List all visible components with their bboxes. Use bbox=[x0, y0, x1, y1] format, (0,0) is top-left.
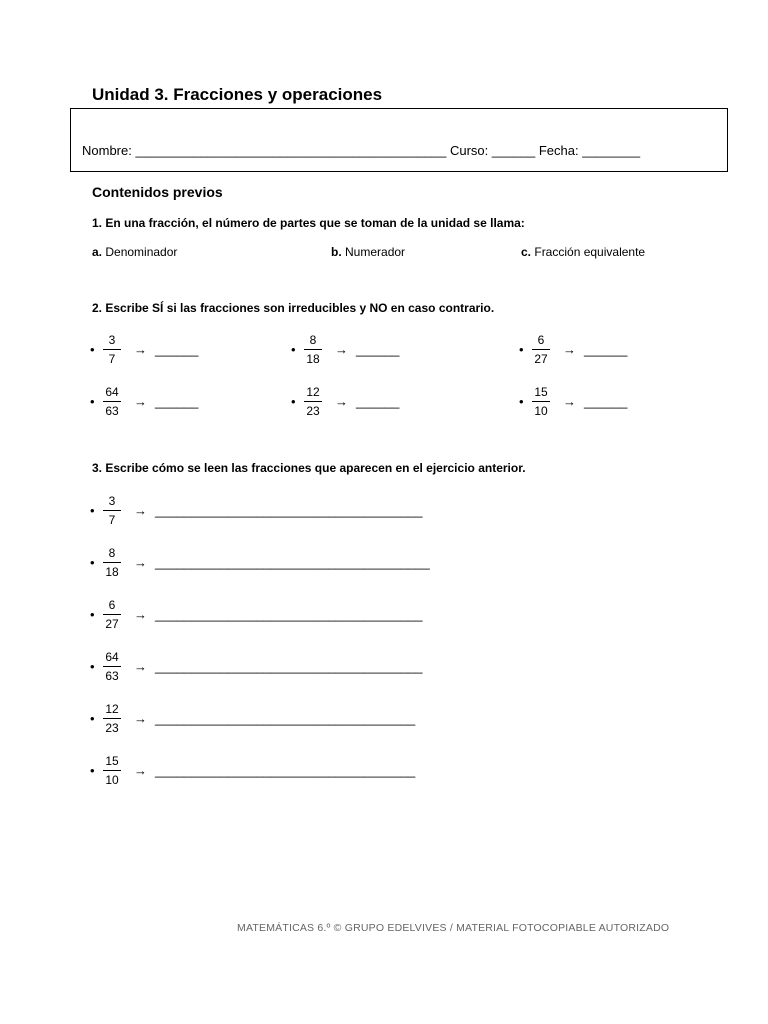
q2-item bbox=[519, 329, 627, 369]
option-b bbox=[331, 245, 405, 259]
q3-item bbox=[90, 646, 423, 686]
numerator: 8 bbox=[103, 546, 121, 563]
fraction bbox=[103, 754, 121, 787]
section-heading: Contenidos previos bbox=[92, 184, 223, 200]
fraction bbox=[304, 333, 322, 366]
bullet: • bbox=[90, 762, 95, 778]
q2-item bbox=[519, 381, 627, 421]
q3-item bbox=[90, 594, 423, 634]
arrow-icon: → bbox=[335, 393, 348, 409]
question-2: 2. Escribe SÍ si las fracciones son irreducibles y NO en caso contrario. bbox=[92, 301, 495, 315]
q2-item bbox=[291, 381, 399, 421]
answer-blank[interactable]: ____________________________________ bbox=[155, 710, 416, 726]
option-text: Fracción equivalente bbox=[534, 245, 646, 259]
denominator: 27 bbox=[534, 351, 548, 366]
bullet: • bbox=[90, 554, 95, 570]
q3-item bbox=[90, 490, 423, 530]
fraction bbox=[103, 385, 121, 418]
denominator: 23 bbox=[105, 720, 119, 735]
option-a bbox=[92, 245, 177, 259]
option-text: Denominador bbox=[105, 245, 178, 259]
denominator: 7 bbox=[108, 512, 116, 527]
bullet: • bbox=[90, 393, 95, 409]
fraction bbox=[532, 385, 550, 418]
bullet: • bbox=[291, 341, 296, 357]
denominator: 7 bbox=[108, 351, 116, 366]
denominator: 27 bbox=[105, 616, 119, 631]
denominator: 63 bbox=[105, 403, 119, 418]
numerator: 64 bbox=[103, 385, 121, 402]
denominator: 63 bbox=[105, 668, 119, 683]
answer-blank[interactable]: _____________________________________ bbox=[155, 502, 423, 518]
denominator: 18 bbox=[105, 564, 119, 579]
footer-copyright: MATEMÁTICAS 6.º © GRUPO EDELVIVES / MATERIAL FOTOCOPIABLE AUTORIZADO bbox=[237, 922, 670, 934]
bullet: • bbox=[90, 658, 95, 674]
arrow-icon: → bbox=[134, 502, 147, 518]
denominator: 23 bbox=[306, 403, 320, 418]
bullet: • bbox=[519, 393, 524, 409]
numerator: 64 bbox=[103, 650, 121, 667]
answer-blank[interactable]: ______ bbox=[155, 393, 199, 409]
answer-blank[interactable]: ______ bbox=[356, 341, 400, 357]
arrow-icon: → bbox=[134, 710, 147, 726]
arrow-icon: → bbox=[134, 393, 147, 409]
numerator: 15 bbox=[532, 385, 550, 402]
numerator: 3 bbox=[103, 333, 121, 350]
option-letter: a. bbox=[92, 245, 103, 259]
numerator: 6 bbox=[532, 333, 550, 350]
numerator: 8 bbox=[304, 333, 322, 350]
q2-item bbox=[90, 381, 198, 421]
fraction bbox=[103, 494, 121, 527]
arrow-icon: → bbox=[563, 393, 576, 409]
arrow-icon: → bbox=[134, 658, 147, 674]
numerator: 12 bbox=[103, 702, 121, 719]
q2-item bbox=[291, 329, 399, 369]
fraction bbox=[103, 598, 121, 631]
fraction bbox=[103, 650, 121, 683]
option-text: Numerador bbox=[345, 245, 406, 259]
option-letter: b. bbox=[331, 245, 342, 259]
page-title: Unidad 3. Fracciones y operaciones bbox=[92, 85, 383, 104]
answer-blank[interactable]: _____________________________________ bbox=[155, 658, 423, 674]
bullet: • bbox=[90, 502, 95, 518]
student-info-box bbox=[70, 108, 728, 172]
bullet: • bbox=[90, 341, 95, 357]
bullet: • bbox=[90, 606, 95, 622]
fraction bbox=[532, 333, 550, 366]
question-1: 1. En una fracción, el número de partes que se toman de la unidad se llama: bbox=[92, 216, 525, 230]
denominator: 10 bbox=[105, 772, 119, 787]
q3-item bbox=[90, 750, 415, 790]
q2-item bbox=[90, 329, 198, 369]
option-c bbox=[521, 245, 645, 259]
question-3: 3. Escribe cómo se leen las fracciones que aparecen en el ejercicio anterior. bbox=[92, 461, 526, 475]
numerator: 3 bbox=[103, 494, 121, 511]
arrow-icon: → bbox=[134, 554, 147, 570]
bullet: • bbox=[90, 710, 95, 726]
answer-blank[interactable]: ______ bbox=[584, 341, 628, 357]
student-info-line: Nombre: ___________________________________________ Curso: ______ Fecha: ________ bbox=[82, 143, 641, 158]
fraction bbox=[103, 333, 121, 366]
fraction bbox=[103, 702, 121, 735]
arrow-icon: → bbox=[134, 762, 147, 778]
q3-item bbox=[90, 542, 430, 582]
fraction bbox=[304, 385, 322, 418]
arrow-icon: → bbox=[134, 341, 147, 357]
numerator: 12 bbox=[304, 385, 322, 402]
numerator: 6 bbox=[103, 598, 121, 615]
arrow-icon: → bbox=[563, 341, 576, 357]
answer-blank[interactable]: ______ bbox=[356, 393, 400, 409]
option-letter: c. bbox=[521, 245, 532, 259]
numerator: 15 bbox=[103, 754, 121, 771]
arrow-icon: → bbox=[335, 341, 348, 357]
answer-blank[interactable]: ______ bbox=[584, 393, 628, 409]
q3-item bbox=[90, 698, 415, 738]
arrow-icon: → bbox=[134, 606, 147, 622]
fraction bbox=[103, 546, 121, 579]
answer-blank[interactable]: ____________________________________ bbox=[155, 762, 416, 778]
bullet: • bbox=[291, 393, 296, 409]
denominator: 18 bbox=[306, 351, 320, 366]
answer-blank[interactable]: ______ bbox=[155, 341, 199, 357]
denominator: 10 bbox=[534, 403, 548, 418]
answer-blank[interactable]: _____________________________________ bbox=[155, 606, 423, 622]
answer-blank[interactable]: ______________________________________ bbox=[155, 554, 430, 570]
bullet: • bbox=[519, 341, 524, 357]
